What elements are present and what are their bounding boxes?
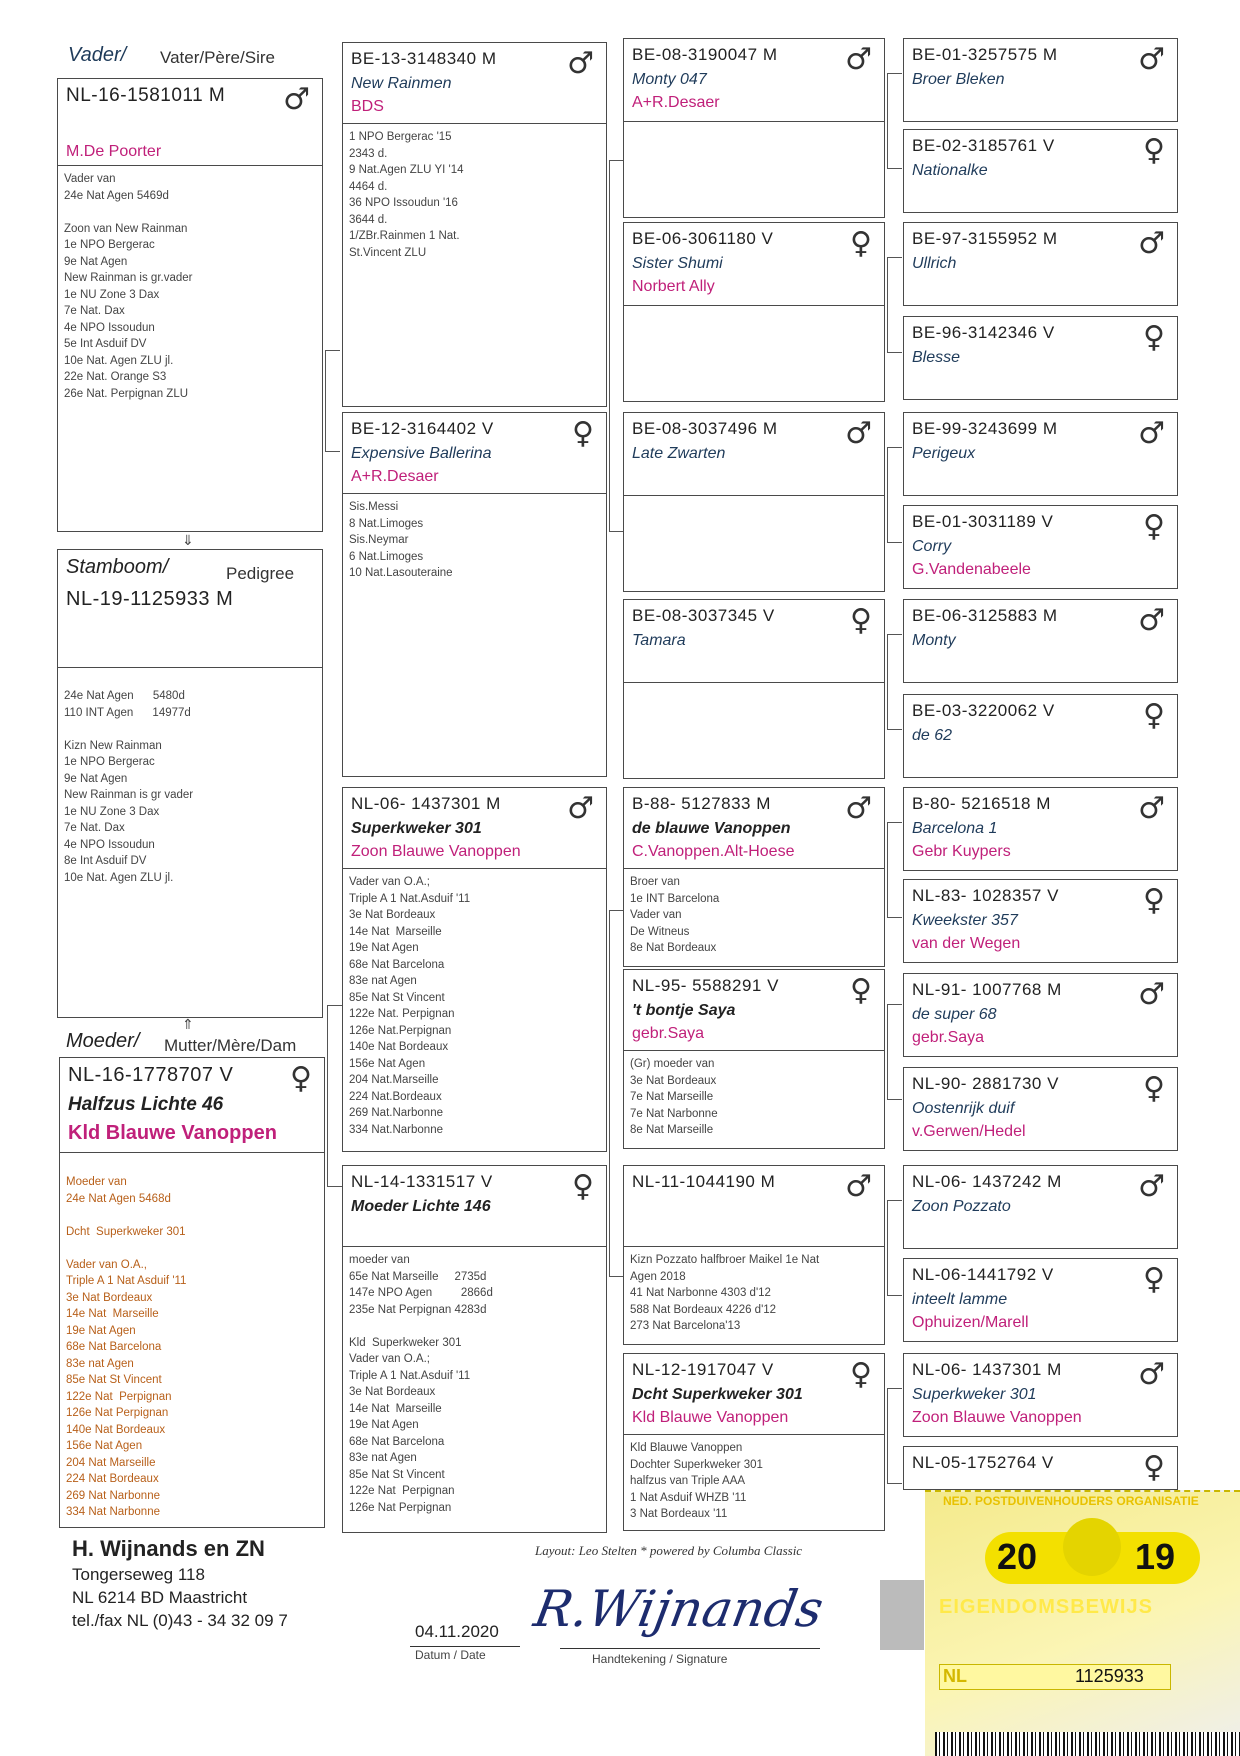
connector: [325, 350, 340, 452]
breeder-name: Kld Blauwe Vanoppen: [632, 1409, 789, 1426]
breeder-name: Ophuizen/Marell: [912, 1314, 1029, 1331]
male-icon: ♂: [1138, 42, 1165, 77]
vader-notes: Vader van 24e Nat Agen 5469d Zoon van New Rainman 1e NPO Bergerac 9e Nat Agen New Rainman is gr.vader 1e NU Zone 3 Dax 7e Nat. Dax 4e NPO Issoudun 5e Int Asduif DV 10e Nat. Agen ZLU jl. 22e Nat. Orange S3 26e Nat. Perpignan ZLU: [64, 173, 193, 400]
male-icon: ♂: [1138, 603, 1165, 638]
connector: [887, 822, 902, 918]
divider: [624, 1246, 884, 1247]
pedigree-card: [903, 316, 1178, 400]
owner-phone: tel./fax NL (0)43 - 34 32 09 7: [72, 1611, 288, 1630]
female-icon: ♀: [1143, 320, 1165, 355]
tag-title: EIGENDOMSBEWIJS: [939, 1596, 1153, 1618]
vader-ring: NL-16-1581011 M: [66, 85, 226, 106]
connector: [887, 634, 902, 730]
moeder-breeder: Kld Blauwe Vanoppen: [68, 1122, 277, 1144]
pigeon-name: de 62: [912, 727, 953, 744]
ring-number: NL-91- 1007768 M: [912, 980, 1062, 999]
pedigree-card: [623, 787, 885, 967]
pedigree-card: [623, 1353, 885, 1531]
pedigree-card: [623, 969, 885, 1149]
ring-number: NL-06- 1437242 M: [912, 1172, 1062, 1191]
moeder-name: Halfzus Lichte 46: [68, 1094, 224, 1115]
breeder-name: G.Vandenabeele: [912, 561, 1031, 578]
pedigree-notes: Sis.Messi 8 Nat.Limoges Sis.Neymar 6 Nat.Limoges 10 Nat.Lasouteraine: [349, 501, 453, 579]
ring-number: B-80- 5216518 M: [912, 794, 1051, 813]
pedigree-card: [903, 505, 1178, 589]
divider: [343, 1246, 606, 1247]
divider: [60, 1152, 324, 1153]
vader-breeder: M.De Poorter: [66, 143, 162, 160]
divider: [624, 121, 884, 122]
ring-number: BE-02-3185761 V: [912, 136, 1055, 155]
male-icon: ♂: [1138, 791, 1165, 826]
pedigree-card: [903, 1446, 1178, 1490]
moeder-notes: Moeder van 24e Nat Agen 5468d Dcht Superkweker 301 Vader van O.A., Triple A 1 Nat Asduif '11 3e Nat Bordeaux 14e Nat Marseille 19e Nat Agen 68e Nat Barcelona 83e nat Agen 85e Nat St Vincent 122e Nat Perpignan 126e Nat Perpignan 140e Nat Bordeaux 156e Nat Agen 204 Nat Marseille 224 Nat Bordeaux 269 Nat Narbonne 334 Nat Narbonne: [66, 1176, 187, 1518]
tag-country: NL: [943, 1666, 967, 1686]
lion-emblem-icon: [1063, 1518, 1121, 1576]
pedigree-card: [342, 1165, 607, 1533]
divider: [58, 667, 322, 668]
divider: [624, 1050, 884, 1051]
pedigree-notes: (Gr) moeder van 3e Nat Bordeaux 7e Nat Marseille 7e Nat Narbonne 8e Nat Marseille: [630, 1058, 718, 1136]
pigeon-name: de super 68: [912, 1006, 997, 1023]
pigeon-name: Oostenrijk duif: [912, 1100, 1015, 1117]
pedigree-card: [903, 1165, 1178, 1249]
pigeon-name: Monty: [912, 632, 956, 649]
connector: [887, 1200, 902, 1296]
ring-number: NL-14-1331517 V: [351, 1172, 493, 1191]
female-icon: ♀: [850, 226, 872, 261]
pedigree-notes: Vader van O.A.; Triple A 1 Nat.Asduif '11 3e Nat Bordeaux 14e Nat Marseille 19e Nat Agen 68e Nat Barcelona 83e nat Agen 85e Nat St Vincent 122e Nat. Perpignan 126e Nat.Perpignan 140e Nat Bordeaux 156e Nat Agen 204 Nat.Marseille 224 Nat.Bordeaux 269 Nat.Narbonne 334 Nat.Narbonne: [349, 876, 471, 1136]
pedigree-card: [623, 222, 885, 402]
ring-number: BE-12-3164402 V: [351, 419, 494, 438]
pedigree-card: [903, 973, 1178, 1057]
stamboom-header-sub: Pedigree: [226, 564, 295, 583]
pedigree-card: [623, 599, 885, 779]
pigeon-name: Perigeux: [912, 445, 976, 462]
pigeon-name: Late Zwarten: [632, 445, 726, 462]
connector: [887, 1004, 902, 1100]
breeder-name: BDS: [351, 98, 384, 115]
pigeon-name: Moeder Lichte 146: [351, 1198, 491, 1215]
pedigree-card: [903, 1353, 1178, 1437]
pedigree-card: [623, 412, 885, 592]
connector: [609, 160, 624, 532]
pigeon-name: Blesse: [912, 349, 961, 366]
pedigree-card: [903, 787, 1178, 871]
female-icon: ♀: [1143, 1262, 1165, 1297]
ring-number: NL-12-1917047 V: [632, 1360, 774, 1379]
connector: [327, 1005, 342, 1187]
pigeon-name: 't bontje Saya: [632, 1002, 736, 1019]
pedigree-notes: Broer van 1e INT Barcelona Vader van De Witneus 8e Nat Bordeaux: [630, 876, 720, 954]
female-icon: ♀: [850, 603, 872, 638]
ring-number: NL-83- 1028357 V: [912, 886, 1059, 905]
connector: [887, 257, 902, 353]
pedigree-card: [342, 787, 607, 1152]
breeder-name: A+R.Desaer: [351, 468, 439, 485]
male-icon: ♂: [1138, 977, 1165, 1012]
female-icon: ♀: [1143, 698, 1165, 733]
breeder-name: Zoon Blauwe Vanoppen: [912, 1409, 1082, 1426]
ring-number: BE-06-3061180 V: [632, 229, 774, 248]
ring-number: BE-08-3190047 M: [632, 45, 778, 64]
breeder-name: A+R.Desaer: [632, 94, 720, 111]
pedigree-notes: Kld Blauwe Vanoppen Dochter Superkweker 301 halfzus van Triple AAA 1 Nat Asduif WHZB '11 3 Nat Bordeaux '11: [630, 1442, 763, 1520]
tag-year-left: 20: [997, 1536, 1038, 1577]
layout-credit: Layout: Leo Stelten * powered by Columba Classic: [535, 1543, 803, 1558]
pigeon-name: Kweekster 357: [912, 912, 1018, 929]
connector: [887, 447, 902, 543]
vader-header: Vader/: [68, 44, 127, 66]
pedigree-card: [903, 599, 1178, 683]
pedigree-notes: Kizn Pozzato halfbroer Maikel 1e Nat Agen 2018 41 Nat Narbonne 4303 d'12 588 Nat Bordeaux 4226 d'12 273 Nat Barcelona'13: [630, 1254, 820, 1332]
arrow-down-icon: ⇓: [182, 532, 194, 548]
female-icon: ♀: [290, 1061, 312, 1096]
pigeon-name: inteelt lamme: [912, 1291, 1008, 1308]
pedigree-card: [903, 222, 1178, 306]
pigeon-name: Superkweker 301: [351, 820, 482, 837]
divider: [58, 165, 322, 166]
female-icon: ♀: [1143, 509, 1165, 544]
date-line: [410, 1646, 520, 1647]
male-icon: ♂: [845, 791, 872, 826]
pigeon-name: Barcelona 1: [912, 820, 998, 837]
ring-number: BE-01-3031189 V: [912, 512, 1054, 531]
pigeon-name: Sister Shumi: [632, 255, 723, 272]
pigeon-name: Nationalke: [912, 162, 988, 179]
divider: [624, 868, 884, 869]
pigeon-name: Broer Bleken: [912, 71, 1005, 88]
pigeon-name: Zoon Pozzato: [912, 1198, 1011, 1215]
divider: [624, 495, 884, 496]
moeder-card: [59, 1057, 325, 1528]
pigeon-name: Ullrich: [912, 255, 957, 272]
pedigree-card: [903, 694, 1178, 778]
ring-number: BE-99-3243699 M: [912, 419, 1058, 438]
ring-number: BE-01-3257575 M: [912, 45, 1058, 64]
breeder-name: van der Wegen: [912, 935, 1021, 952]
breeder-name: gebr.Saya: [632, 1025, 705, 1042]
male-icon: ♂: [1138, 226, 1165, 261]
ring-number: BE-08-3037496 M: [632, 419, 778, 438]
connector: [609, 910, 624, 1277]
arrow-up-icon: ⇑: [182, 1016, 194, 1032]
pedigree-card: [903, 1067, 1178, 1151]
pigeon-name: de blauwe Vanoppen: [632, 820, 791, 837]
divider: [624, 682, 884, 683]
female-icon: ♀: [572, 1169, 594, 1204]
male-icon: ♂: [567, 791, 594, 826]
owner-city: NL 6214 BD Maastricht: [72, 1588, 248, 1607]
stamboom-card: [57, 549, 323, 1018]
ring-number: NL-05-1752764 V: [912, 1453, 1054, 1472]
connector: [887, 73, 902, 169]
ring-number: BE-96-3142346 V: [912, 323, 1055, 342]
breeder-name: C.Vanoppen.Alt-Hoese: [632, 843, 795, 860]
divider: [343, 868, 606, 869]
stamboom-ring: NL-19-1125933 M: [66, 588, 234, 610]
date-value: 04.11.2020: [415, 1622, 499, 1641]
male-icon: ♂: [1138, 1357, 1165, 1392]
vader-card: [57, 78, 323, 532]
stamboom-header: Stamboom/: [66, 556, 169, 578]
female-icon: ♀: [1143, 883, 1165, 918]
pigeon-name: Dcht Superkweker 301: [632, 1386, 803, 1403]
signature-line: [560, 1648, 820, 1649]
divider: [343, 123, 606, 124]
pedigree-card: [903, 412, 1178, 496]
pigeon-name: Tamara: [632, 632, 686, 649]
male-icon: ♂: [283, 82, 310, 117]
stamboom-notes: 24e Nat Agen 5480d 110 INT Agen 14977d Kizn New Rainman 1e NPO Bergerac 9e Nat Agen New Rainman is gr vader 1e NU Zone 3 Dax 7e Nat. Dax 4e NPO Issoudun 8e Int Asduif DV 10e Nat. Agen ZLU jl.: [64, 690, 194, 884]
pedigree-card: [903, 1258, 1178, 1342]
pigeon-name: Superkweker 301: [912, 1386, 1037, 1403]
female-icon: ♀: [850, 1357, 872, 1392]
ring-number: NL-11-1044190 M: [632, 1172, 776, 1191]
ring-number: NL-06-1441792 V: [912, 1265, 1054, 1284]
vader-header-sub: Vater/Père/Sire: [160, 48, 275, 67]
date-label: Datum / Date: [415, 1648, 486, 1662]
ring-number: BE-97-3155952 M: [912, 229, 1058, 248]
pigeon-name: Monty 047: [632, 71, 707, 88]
breeder-name: Norbert Ally: [632, 278, 715, 295]
female-icon: ♀: [572, 416, 594, 451]
signature: R.Wijnands: [529, 1580, 828, 1638]
female-icon: ♀: [1143, 1450, 1165, 1485]
pedigree-card: [342, 412, 607, 777]
pedigree-card: [623, 38, 885, 218]
ownership-certificate: [925, 1490, 1240, 1756]
breeder-name: gebr.Saya: [912, 1029, 985, 1046]
connector: [887, 1388, 902, 1484]
stamp-edge: [880, 1580, 924, 1650]
breeder-name: Gebr Kuypers: [912, 843, 1011, 860]
ring-number: B-88- 5127833 M: [632, 794, 771, 813]
ring-number: NL-06- 1437301 M: [351, 794, 501, 813]
female-icon: ♀: [850, 973, 872, 1008]
barcode: [935, 1732, 1240, 1756]
ring-number: NL-95- 5588291 V: [632, 976, 779, 995]
moeder-ring: NL-16-1778707 V: [68, 1064, 234, 1086]
pedigree-card: [342, 42, 607, 407]
male-icon: ♂: [567, 46, 594, 81]
male-icon: ♂: [845, 42, 872, 77]
ring-number: BE-06-3125883 M: [912, 606, 1058, 625]
divider: [624, 305, 884, 306]
breeder-name: v.Gerwen/Hedel: [912, 1123, 1026, 1140]
owner-street: Tongerseweg 118: [72, 1565, 205, 1584]
tag-number: 1125933: [1075, 1666, 1144, 1686]
signature-label: Handtekening / Signature: [592, 1652, 728, 1666]
breeder-name: Zoon Blauwe Vanoppen: [351, 843, 521, 860]
male-icon: ♂: [845, 416, 872, 451]
female-icon: ♀: [1143, 133, 1165, 168]
ring-number: NL-06- 1437301 M: [912, 1360, 1062, 1379]
pigeon-name: Corry: [912, 538, 952, 555]
pedigree-notes: 1 NPO Bergerac '15 2343 d. 9 Nat.Agen ZLU YI '14 4464 d. 36 NPO Issoudun '16 3644 d. 1/ZBr.Rainmen 1 Nat. St.Vincent ZLU: [349, 131, 464, 259]
moeder-header-sub: Mutter/Mère/Dam: [164, 1036, 297, 1055]
pedigree-card: [623, 1165, 885, 1345]
divider: [624, 1434, 884, 1435]
ring-number: BE-13-3148340 M: [351, 49, 497, 68]
owner-name: H. Wijnands en ZN: [72, 1536, 265, 1561]
tag-year-right: 19: [1135, 1536, 1176, 1577]
tag-org: NED. POSTDUIVENHOUDERS ORGANISATIE: [943, 1494, 1199, 1508]
pedigree-card: [903, 129, 1178, 213]
male-icon: ♂: [1138, 1169, 1165, 1204]
ring-number: BE-03-3220062 V: [912, 701, 1055, 720]
ring-number: BE-08-3037345 V: [632, 606, 775, 625]
male-icon: ♂: [845, 1169, 872, 1204]
divider: [343, 493, 606, 494]
moeder-header: Moeder/: [66, 1030, 140, 1052]
pedigree-card: [903, 38, 1178, 122]
pigeon-name: Expensive Ballerina: [351, 445, 492, 462]
pedigree-notes: moeder van 65e Nat Marseille 2735d 147e NPO Agen 2866d 235e Nat Perpignan 4283d Kld Superkweker 301 Vader van O.A.; Triple A 1 Nat.Asduif '11 3e Nat Bordeaux 14e Nat Marseille 19e Nat Agen 68e Nat Barcelona 83e nat Agen 85e Nat St Vincent 122e Nat Perpignan 126e Nat Perpignan: [349, 1254, 493, 1514]
female-icon: ♀: [1143, 1071, 1165, 1106]
ring-number: NL-90- 2881730 V: [912, 1074, 1059, 1093]
male-icon: ♂: [1138, 416, 1165, 451]
pigeon-name: New Rainmen: [351, 75, 452, 92]
pedigree-card: [903, 879, 1178, 963]
